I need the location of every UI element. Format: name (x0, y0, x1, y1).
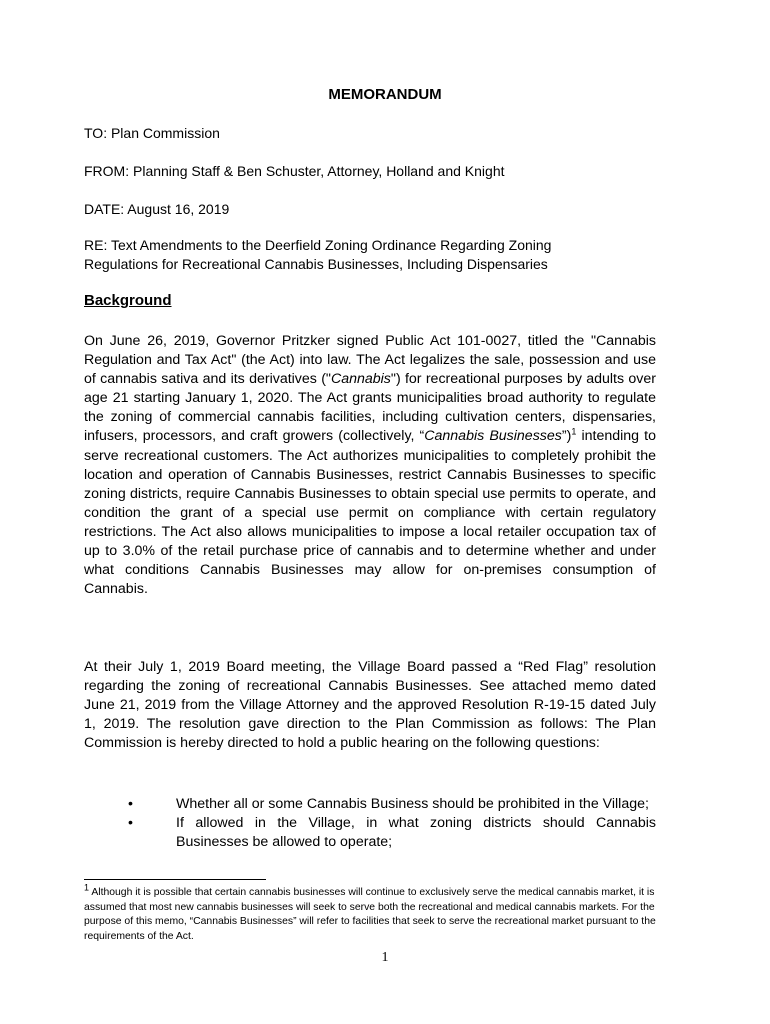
memo-subject: RE: Text Amendments to the Deerfield Zoning Ordinance Regarding Zoning Regulations for Recreational Cannabis Businesses, Including Dispensaries (84, 237, 552, 272)
p1-text-a: On June 26, 2019, Governor Pritzker signed Public Act 101-0027, titled the "Cannabis Regulation and Tax Act" (the Act) into law. The Act legalizes the sale, possession and use of cannabis sativa and its derivatives (" (84, 333, 656, 388)
footnote (84, 882, 656, 944)
background-paragraph-2: At their July 1, 2019 Board meeting, the Village Board passed a “Red Flag” resolution regarding the zoning of recreational Cannabis Businesses. See attached memo dated June 21, 2019 from the Village Attorney and the approved Resolution R-19-15 dated July 1, 2019. The resolution gave direction to the Plan Commission as follows: The Plan Commission is hereby directed to hold a public hearing on the following questions: (84, 659, 656, 752)
list-item (84, 795, 656, 814)
section-heading-background: Background (84, 292, 172, 309)
list-item-text: If allowed in the Village, in what zoning districts should Cannabis Businesses be allowed to operate; (176, 815, 656, 851)
memo-date: DATE: August 16, 2019 (84, 201, 230, 217)
p1-text-c: ”) (561, 428, 572, 445)
list-item (84, 814, 656, 852)
p1-text-b: ") for recreational purposes by adults over age 21 starting January 1, 2020. The Act grants municipalities broad authority to regulate the zoning of commercial cannabis facilities, including cultivation centers, dispensaries, infusers, processors, and craft growers (collectively, “ (84, 371, 656, 445)
question-list (84, 795, 656, 852)
p1-text-d: intending to serve recreational customers. The Act authorizes municipalities to completely prohibit the location and operation of Cannabis Businesses, restrict Cannabis Businesses to specific zoning districts, require Cannabis Businesses to obtain special use permits to operate, and condition the grant of a special use permit on compliance with certain regulatory restrictions. The Act also allows municipalities to impose a local retailer occupation tax of up to 3.0% of the retail purchase price of cannabis and to determine whether and under what conditions Cannabis Businesses may allow for on-premises consumption of Cannabis. (84, 428, 656, 598)
footnote-reference: 1 (571, 426, 577, 437)
memo-title: MEMORANDUM (328, 86, 442, 103)
footnote-divider (84, 879, 266, 880)
defined-term-cannabis: Cannabis (330, 371, 391, 388)
list-item-text: Whether all or some Cannabis Business should be prohibited in the Village; (176, 796, 649, 812)
bullet-icon: • (128, 796, 133, 812)
footnote-number: 1 (84, 882, 90, 893)
defined-term-cannabis-businesses: Cannabis Businesses (424, 428, 562, 445)
memo-from: FROM: Planning Staff & Ben Schuster, Attorney, Holland and Knight (84, 163, 505, 179)
background-paragraph-1 (84, 332, 656, 599)
footnote-text: Although it is possible that certain cannabis businesses will continue to exclusively serve the medical cannabis market, it is assumed that most new cannabis businesses will seek to serve both the recreational and medical cannabis markets. For the purpose of this memo, “Cannabis Businesses” will refer to facilities that seek to serve the recreational market pursuant to the requirements of the Act. (84, 887, 656, 942)
bullet-icon: • (128, 815, 133, 832)
page-number: 1 (381, 950, 389, 965)
memo-to: TO: Plan Commission (84, 125, 220, 141)
